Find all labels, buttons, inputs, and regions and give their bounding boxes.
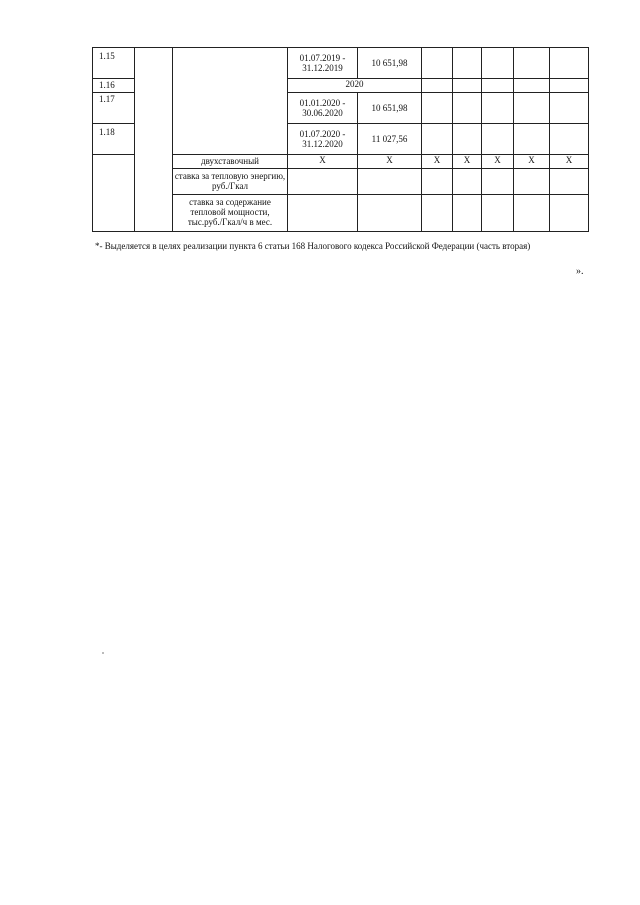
empty-cell <box>482 79 514 93</box>
empty-cell <box>514 195 550 232</box>
row-number: 1.17 <box>93 93 135 124</box>
empty-cell <box>453 124 482 155</box>
period-cell <box>288 48 358 79</box>
empty-cell <box>453 195 482 232</box>
empty-cell <box>514 124 550 155</box>
empty-cell <box>514 79 550 93</box>
empty-cell <box>550 124 589 155</box>
empty-cell <box>514 48 550 79</box>
period-end: 31.12.2020 <box>302 139 343 149</box>
empty-cell <box>358 169 422 195</box>
period-cell <box>288 124 358 155</box>
x-mark: Х <box>514 155 550 169</box>
empty-cell <box>550 169 589 195</box>
empty-cell <box>550 79 589 93</box>
empty-cell <box>288 169 358 195</box>
empty-cell <box>422 93 453 124</box>
empty-cell <box>422 169 453 195</box>
x-mark: Х <box>358 155 422 169</box>
x-mark: Х <box>288 155 358 169</box>
year-cell: 2020 <box>288 79 422 93</box>
empty-cell <box>514 169 550 195</box>
tariff-table <box>92 47 589 232</box>
x-mark: Х <box>422 155 453 169</box>
empty-cell <box>422 48 453 79</box>
empty-cell <box>422 195 453 232</box>
scan-speck <box>102 652 104 654</box>
row-number: 1.16 <box>93 79 135 93</box>
period-cell <box>288 93 358 124</box>
row-number: 1.18 <box>93 124 135 155</box>
empty-cell <box>358 195 422 232</box>
x-mark: Х <box>550 155 589 169</box>
x-mark: Х <box>453 155 482 169</box>
empty-cell <box>550 93 589 124</box>
period-start: 01.07.2019 - <box>299 53 346 63</box>
empty-cell <box>550 195 589 232</box>
empty-cell <box>482 169 514 195</box>
empty-cell <box>453 79 482 93</box>
closing-quote-mark: ». <box>576 266 584 277</box>
period-start: 01.01.2020 - <box>299 98 346 108</box>
row-number: 1.15 <box>93 48 135 79</box>
period-start: 01.07.2020 - <box>299 129 346 139</box>
period-end: 31.12.2019 <box>302 63 343 73</box>
period-end: 30.06.2020 <box>302 108 343 118</box>
empty-cell <box>482 195 514 232</box>
tariff-value: 10 651,98 <box>358 48 422 79</box>
blank-column-cell <box>135 48 173 232</box>
table-row <box>93 48 589 79</box>
empty-cell <box>422 124 453 155</box>
empty-cell <box>482 124 514 155</box>
blank-name-cell <box>173 48 288 155</box>
empty-cell <box>514 93 550 124</box>
footnote: *- Выделяется в целях реализации пункта 6 статьи 168 Налогового кодекса Российской Федерации (часть вторая) <box>95 241 531 251</box>
empty-cell <box>453 48 482 79</box>
x-mark: Х <box>482 155 514 169</box>
empty-cell <box>288 195 358 232</box>
empty-cell <box>453 93 482 124</box>
tariff-value: 10 651,98 <box>358 93 422 124</box>
empty-cell <box>482 48 514 79</box>
capacity-rate-label: ставка за содержание тепловой мощности, тыс.руб./Гкал/ч в мес. <box>173 195 288 232</box>
two-part-label: двухставочный <box>173 155 288 169</box>
empty-cell <box>422 79 453 93</box>
blank-number-cell <box>93 155 135 232</box>
empty-cell <box>550 48 589 79</box>
empty-cell <box>453 169 482 195</box>
energy-rate-label: ставка за тепловую энергию, руб./Гкал <box>173 169 288 195</box>
tariff-value: 11 027,56 <box>358 124 422 155</box>
empty-cell <box>482 93 514 124</box>
